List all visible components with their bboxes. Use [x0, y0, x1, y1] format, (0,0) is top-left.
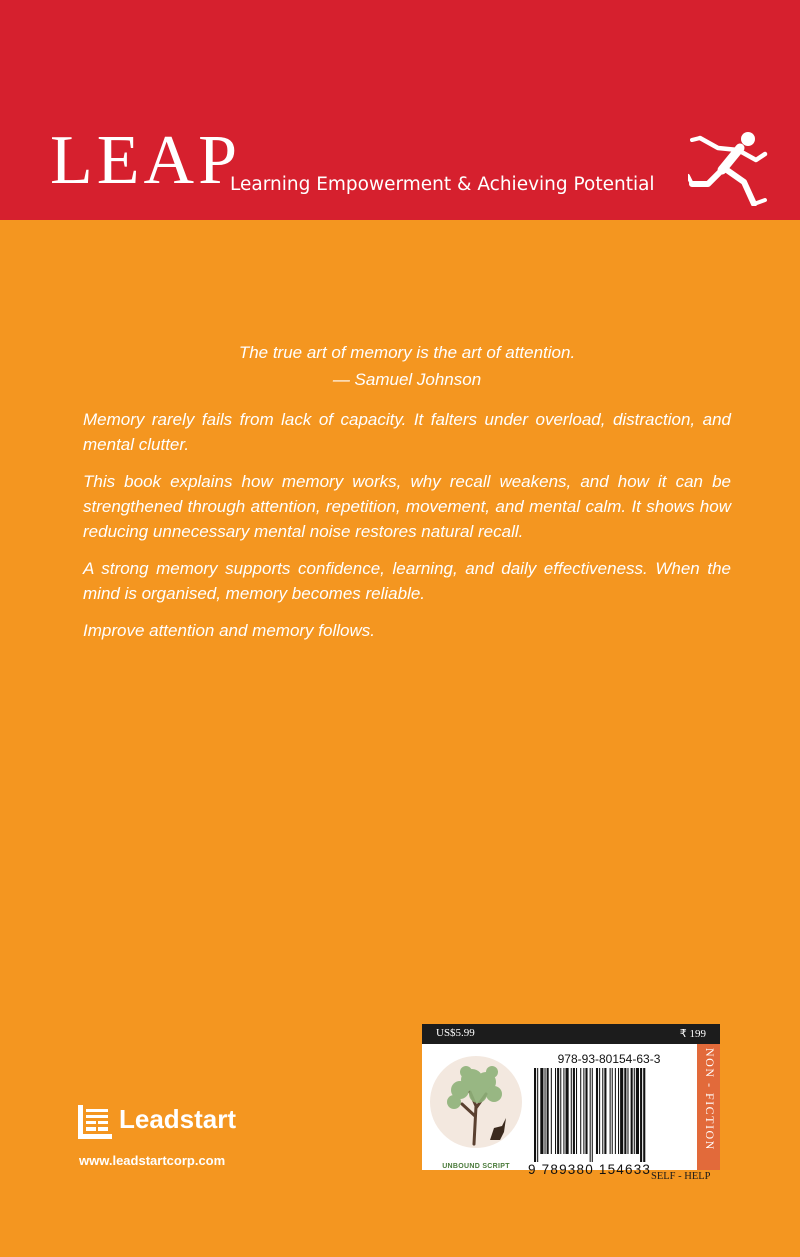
tree-icon	[430, 1056, 522, 1148]
blurb-paragraph: A strong memory supports confidence, learning, and daily effectiveness. When the mind is organised, memory becomes reliable.	[83, 559, 731, 603]
barcode-bar	[624, 1068, 626, 1154]
price-bar	[422, 1024, 720, 1044]
barcode-bar	[604, 1068, 606, 1154]
barcode-bar	[557, 1068, 559, 1154]
barcode-bar	[547, 1068, 549, 1154]
epigraph-quote: The true art of memory is the art of attention.	[238, 343, 576, 362]
barcode-bar	[620, 1068, 623, 1154]
barcode-bar	[555, 1068, 556, 1154]
genre-strip	[697, 1044, 720, 1170]
publisher-website: www.leadstartcorp.com	[79, 1153, 226, 1168]
barcode-icon	[534, 1068, 686, 1162]
isbn: 978-93-80154-63-3	[557, 1052, 661, 1066]
barcode-bar	[560, 1068, 561, 1154]
epigraph-author: — Samuel Johnson	[332, 370, 482, 389]
barcode-bar	[540, 1068, 543, 1154]
barcode-bar	[585, 1068, 587, 1154]
genre-label: NON - FICTION	[703, 1048, 717, 1151]
unbound-script-seal	[430, 1056, 522, 1148]
barcode-bar	[610, 1068, 611, 1154]
barcode-area	[422, 1044, 697, 1177]
blurb-paragraph: Memory rarely fails from lack of capacity. It falters under overload, distraction, and mental clutter.	[83, 410, 731, 454]
barcode-bar	[634, 1068, 635, 1154]
barcode-bar	[534, 1068, 536, 1162]
barcode-bar	[580, 1068, 581, 1154]
blurb-paragraph: Improve attention and memory follows.	[83, 621, 375, 640]
category-label: SELF - HELP	[651, 1171, 711, 1182]
seal-label: UNBOUND SCRIPT	[442, 1163, 510, 1170]
price-inr: ₹ 199	[679, 1028, 706, 1040]
barcode-bar	[576, 1068, 577, 1154]
blurb-paragraph: This book explains how memory works, why recall weakens, and how it can be strengthened through attention, repetition, movement, and mental calm. It shows how reducing unnecessary mental noise restores natural recall.	[83, 472, 731, 541]
price-usd: US$5.99	[436, 1027, 475, 1039]
barcode-bar	[596, 1068, 598, 1154]
barcode-bar	[636, 1068, 639, 1154]
leadstart-logo	[78, 1105, 258, 1141]
barcode-bar	[615, 1068, 616, 1154]
barcode-bar	[537, 1068, 538, 1162]
barcode-bar	[631, 1068, 633, 1154]
barcode-bar	[612, 1068, 613, 1154]
barcode-bar	[618, 1068, 619, 1154]
barcode-digits: 9 789380 154633	[528, 1162, 652, 1177]
back-cover-blurb	[83, 340, 731, 643]
barcode-bar	[571, 1068, 572, 1154]
barcode-bar	[551, 1068, 552, 1154]
barcode-bar	[566, 1068, 569, 1154]
barcode-bar	[602, 1068, 603, 1154]
barcode-bar	[583, 1068, 584, 1154]
barcode-bar	[643, 1068, 645, 1162]
tagline: Learning Empowerment & Achieving Potential	[230, 174, 655, 195]
barcode-bar	[545, 1068, 546, 1154]
leadstart-mark-icon	[78, 1105, 114, 1139]
barcode-bar	[627, 1068, 628, 1154]
barcode-bar	[573, 1068, 575, 1154]
leaping-figure-icon	[688, 130, 768, 206]
header-band	[0, 0, 800, 220]
barcode-bar	[592, 1068, 593, 1162]
publisher-name: Leadstart	[119, 1104, 237, 1134]
barcode-bar	[599, 1068, 600, 1154]
horse-icon	[490, 1118, 506, 1140]
barcode-bar	[640, 1068, 642, 1162]
barcode-bar	[563, 1068, 564, 1154]
barcode-bar	[590, 1068, 591, 1162]
leap-logo: LEAP	[50, 122, 241, 199]
